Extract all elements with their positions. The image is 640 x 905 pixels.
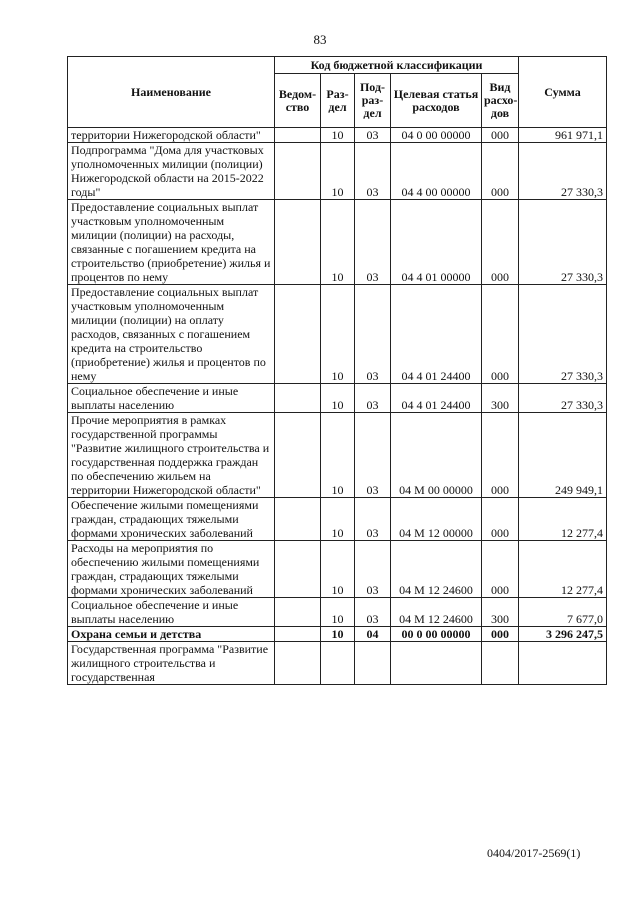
row-tselevaya-cell: 04 М 12 24600 bbox=[391, 598, 482, 627]
row-razdel-cell: 10 bbox=[321, 541, 355, 598]
row-vid-cell bbox=[482, 642, 519, 685]
row-podrazdel-cell: 03 bbox=[355, 200, 391, 285]
row-tselevaya-cell: 04 М 12 24600 bbox=[391, 541, 482, 598]
row-vedomstvo-cell bbox=[275, 285, 321, 384]
row-summa-cell: 961 971,1 bbox=[519, 128, 607, 143]
table-row bbox=[68, 143, 607, 200]
row-razdel-cell: 10 bbox=[321, 143, 355, 200]
row-vedomstvo-cell bbox=[275, 541, 321, 598]
row-tselevaya-cell: 04 4 01 24400 bbox=[391, 285, 482, 384]
table-row bbox=[68, 598, 607, 627]
row-vid-cell: 000 bbox=[482, 143, 519, 200]
table-row bbox=[68, 413, 607, 498]
row-podrazdel-cell: 03 bbox=[355, 128, 391, 143]
row-podrazdel-cell: 03 bbox=[355, 384, 391, 413]
row-vedomstvo-cell bbox=[275, 200, 321, 285]
row-tselevaya-cell: 04 4 01 24400 bbox=[391, 384, 482, 413]
row-vid-cell: 000 bbox=[482, 498, 519, 541]
row-name-cell: Прочие мероприятия в рамках государственной программы "Развитие жилищного строительства и государственная поддержка граждан по обеспечению жильем на территории Нижегородской области" bbox=[68, 413, 275, 498]
row-vid-cell: 000 bbox=[482, 627, 519, 642]
header-tselevaya: Целевая статья расходов bbox=[391, 74, 482, 128]
row-tselevaya-cell: 00 0 00 00000 bbox=[391, 627, 482, 642]
header-razdel: Раз-дел bbox=[321, 74, 355, 128]
row-tselevaya-cell bbox=[391, 642, 482, 685]
row-tselevaya-cell: 04 М 12 00000 bbox=[391, 498, 482, 541]
row-podrazdel-cell: 03 bbox=[355, 498, 391, 541]
row-podrazdel-cell: 03 bbox=[355, 598, 391, 627]
row-name-cell: Социальное обеспечение и иные выплаты населению bbox=[68, 384, 275, 413]
document-code: 0404/2017-2569(1) bbox=[487, 846, 581, 860]
row-podrazdel-cell: 03 bbox=[355, 541, 391, 598]
row-vid-cell: 000 bbox=[482, 541, 519, 598]
row-vid-cell: 300 bbox=[482, 598, 519, 627]
row-vedomstvo-cell bbox=[275, 642, 321, 685]
row-vedomstvo-cell bbox=[275, 128, 321, 143]
page-number: 83 bbox=[313, 32, 327, 47]
row-vedomstvo-cell bbox=[275, 413, 321, 498]
row-name-cell: Обеспечение жилыми помещениями граждан, страдающих тяжелыми формами хронических заболеваний bbox=[68, 498, 275, 541]
row-podrazdel-cell: 03 bbox=[355, 285, 391, 384]
row-name-cell: Подпрограмма "Дома для участковых уполномоченных милиции (полиции) Нижегородской области на 2015-2022 годы" bbox=[68, 143, 275, 200]
row-tselevaya-cell: 04 4 00 00000 bbox=[391, 143, 482, 200]
budget-table bbox=[67, 56, 607, 685]
row-name-cell: Государственная программа "Развитие жилищного строительства и государственная bbox=[68, 642, 275, 685]
row-razdel-cell: 10 bbox=[321, 200, 355, 285]
row-vid-cell: 000 bbox=[482, 128, 519, 143]
header-podrazdel: Под-раз-дел bbox=[355, 74, 391, 128]
row-summa-cell: 27 330,3 bbox=[519, 143, 607, 200]
row-name-cell: Охрана семьи и детства bbox=[68, 627, 275, 642]
row-summa-cell: 27 330,3 bbox=[519, 200, 607, 285]
header-vid: Вид расхо-дов bbox=[482, 74, 519, 128]
table-header bbox=[68, 57, 607, 128]
row-podrazdel-cell: 04 bbox=[355, 627, 391, 642]
row-tselevaya-cell: 04 4 01 00000 bbox=[391, 200, 482, 285]
row-vid-cell: 000 bbox=[482, 200, 519, 285]
row-name-cell: Социальное обеспечение и иные выплаты населению bbox=[68, 598, 275, 627]
row-razdel-cell: 10 bbox=[321, 598, 355, 627]
table-row bbox=[68, 285, 607, 384]
row-summa-cell: 27 330,3 bbox=[519, 384, 607, 413]
row-razdel-cell: 10 bbox=[321, 498, 355, 541]
row-vedomstvo-cell bbox=[275, 143, 321, 200]
row-vid-cell: 000 bbox=[482, 285, 519, 384]
row-summa-cell: 27 330,3 bbox=[519, 285, 607, 384]
table-row bbox=[68, 498, 607, 541]
header-summa: Сумма bbox=[519, 57, 607, 128]
row-name-cell: Предоставление социальных выплат участковым уполномоченным милиции (полиции) на расходы, связанные с погашением кредита на строительство (приобретение) жилья и процентов по нему bbox=[68, 200, 275, 285]
row-name-cell: территории Нижегородской области" bbox=[68, 128, 275, 143]
row-podrazdel-cell bbox=[355, 642, 391, 685]
row-podrazdel-cell: 03 bbox=[355, 413, 391, 498]
row-name-cell: Предоставление социальных выплат участковым уполномоченным милиции (полиции) на оплату расходов, связанных с погашением кредита на строительство (приобретение) жилья и процентов по нему bbox=[68, 285, 275, 384]
row-vedomstvo-cell bbox=[275, 384, 321, 413]
header-classification-group: Код бюджетной классификации bbox=[275, 57, 519, 74]
row-vedomstvo-cell bbox=[275, 498, 321, 541]
header-name: Наименование bbox=[68, 57, 275, 128]
row-summa-cell: 249 949,1 bbox=[519, 413, 607, 498]
row-summa-cell: 12 277,4 bbox=[519, 541, 607, 598]
row-razdel-cell: 10 bbox=[321, 285, 355, 384]
row-vid-cell: 300 bbox=[482, 384, 519, 413]
row-summa-cell: 3 296 247,5 bbox=[519, 627, 607, 642]
row-razdel-cell: 10 bbox=[321, 128, 355, 143]
row-tselevaya-cell: 04 0 00 00000 bbox=[391, 128, 482, 143]
table-row bbox=[68, 541, 607, 598]
table-row bbox=[68, 128, 607, 143]
table-row bbox=[68, 384, 607, 413]
row-razdel-cell: 10 bbox=[321, 384, 355, 413]
table-body bbox=[68, 128, 607, 685]
table-row bbox=[68, 627, 607, 642]
row-vedomstvo-cell bbox=[275, 598, 321, 627]
header-vedomstvo: Ведом-ство bbox=[275, 74, 321, 128]
row-summa-cell bbox=[519, 642, 607, 685]
row-razdel-cell: 10 bbox=[321, 413, 355, 498]
row-vid-cell: 000 bbox=[482, 413, 519, 498]
row-tselevaya-cell: 04 М 00 00000 bbox=[391, 413, 482, 498]
row-vedomstvo-cell bbox=[275, 627, 321, 642]
row-razdel-cell: 10 bbox=[321, 627, 355, 642]
row-podrazdel-cell: 03 bbox=[355, 143, 391, 200]
row-razdel-cell bbox=[321, 642, 355, 685]
table-row bbox=[68, 200, 607, 285]
row-summa-cell: 12 277,4 bbox=[519, 498, 607, 541]
row-summa-cell: 7 677,0 bbox=[519, 598, 607, 627]
row-name-cell: Расходы на мероприятия по обеспечению жилыми помещениями граждан, страдающих тяжелыми формами хронических заболеваний bbox=[68, 541, 275, 598]
table-row bbox=[68, 642, 607, 685]
